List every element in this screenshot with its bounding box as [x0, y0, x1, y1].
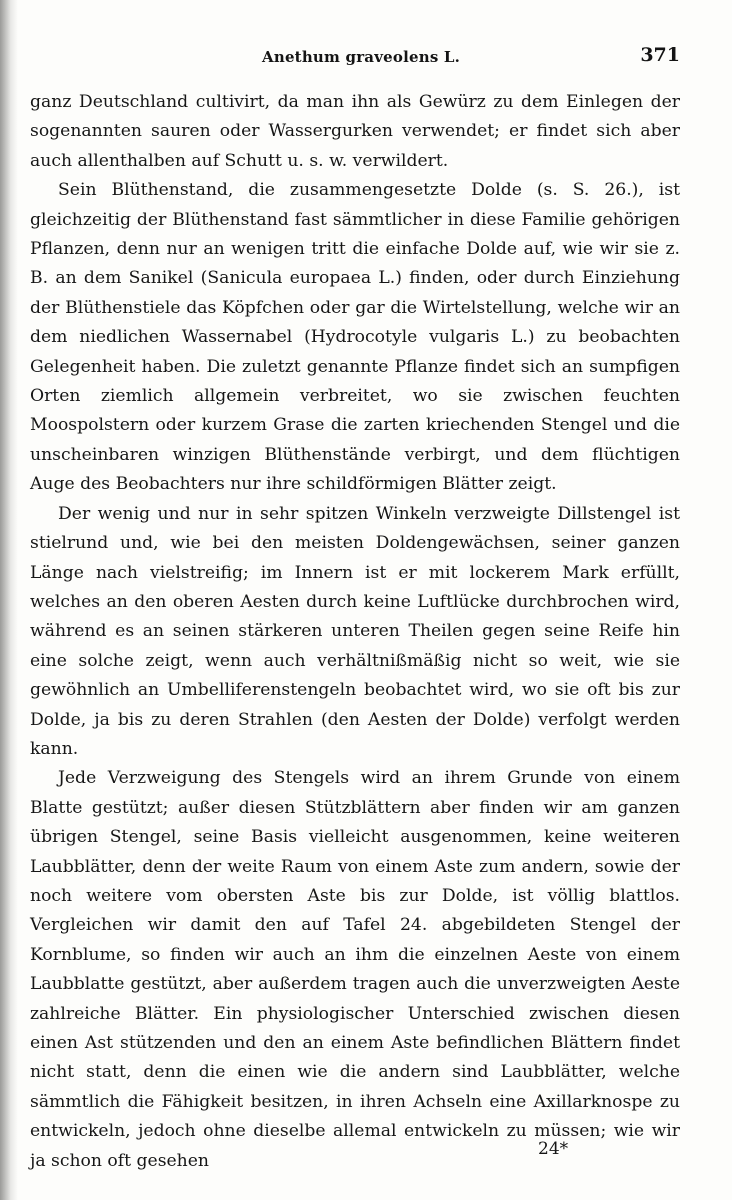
running-head: Anethum graveolens L.	[262, 48, 461, 66]
page-number: 371	[640, 44, 680, 66]
body-text	[30, 88, 680, 1176]
paragraph-3: Der wenig und nur in sehr spitzen Winkeln verzweigte Dillstengel ist stielrund und, wie bei den meisten Doldengewächsen, seiner ganzen Länge nach vielstreifig; im Innern ist er mit lockerem Mark erfüllt, welches an den oberen Aesten durch keine Luftlücke durchbrochen wird, während es an seinen stärkeren unteren Theilen gegen seine Reife hin eine solche zeigt, wenn auch verhältnißmäßig nicht so weit, wie sie gewöhnlich an Umbelliferenstengeln beobachtet wird, wo sie oft bis zur Dolde, ja bis zu deren Strahlen (den Aesten der Dolde) verfolgt werden kann.	[30, 503, 680, 759]
paragraph-1: ganz Deutschland cultivirt, da man ihn als Gewürz zu dem Einlegen der sogenannten sauren oder Wassergurken verwendet; er findet sich aber auch allenthalben auf Schutt u. s. w. verwildert.	[30, 92, 680, 171]
signature-mark: 24*	[538, 1139, 569, 1159]
paragraph-4: Jede Verzweigung des Stengels wird an ihrem Grunde von einem Blatte gestützt; außer diesen Stützblättern aber finden wir am ganzen übrigen Stengel, seine Basis vielleicht ausgenommen, keine weiteren Laubblätter, denn der weite Raum von einem Aste zum andern, sowie der noch weitere vom obersten Aste bis zur Dolde, ist völlig blattlos. Vergleichen wir damit den auf Tafel 24. abgebildeten Stengel der Kornblume, so finden wir auch an ihm die einzelnen Aeste von einem Laubblatte gestützt, aber außerdem tragen auch die unverzweigten Aeste zahlreiche Blätter. Ein physiologischer Unterschied zwischen diesen einen Ast stützenden und den an einem Aste befindlichen Blättern findet nicht statt, denn die einen wie die andern sind Laubblätter, welche sämmtlich die Fähigkeit besitzen, in ihren Achseln eine Axillarknospe zu entwickeln, jedoch ohne dieselbe allemal entwickeln zu müssen; wie wir ja schon oft gesehen	[30, 768, 680, 1171]
page-spine-shadow	[0, 0, 18, 1200]
page-header	[30, 44, 680, 72]
paragraph-2: Sein Blüthenstand, die zusammengesetzte Dolde (s. S. 26.), ist gleichzeitig der Blüthenstand fast sämmtlicher in diese Familie gehörigen Pflanzen, denn nur an wenigen tritt die einfache Dolde auf, wie wir sie z. B. an dem Sanikel (Sanicula europaea L.) finden, oder durch Einziehung der Blüthenstiele das Köpfchen oder gar die Wirtelstellung, welche wir an dem niedlichen Wassernabel (Hydrocotyle vulgaris L.) zu beobachten Gelegenheit haben. Die zuletzt genannte Pflanze findet sich an sumpfigen Orten ziemlich allgemein verbreitet, wo sie zwischen feuchten Moospolstern oder kurzem Grase die zarten kriechenden Stengel und die unscheinbaren winzigen Blüthenstände verbirgt, und dem flüchtigen Auge des Beobachters nur ihre schildförmigen Blätter zeigt.	[30, 180, 680, 495]
